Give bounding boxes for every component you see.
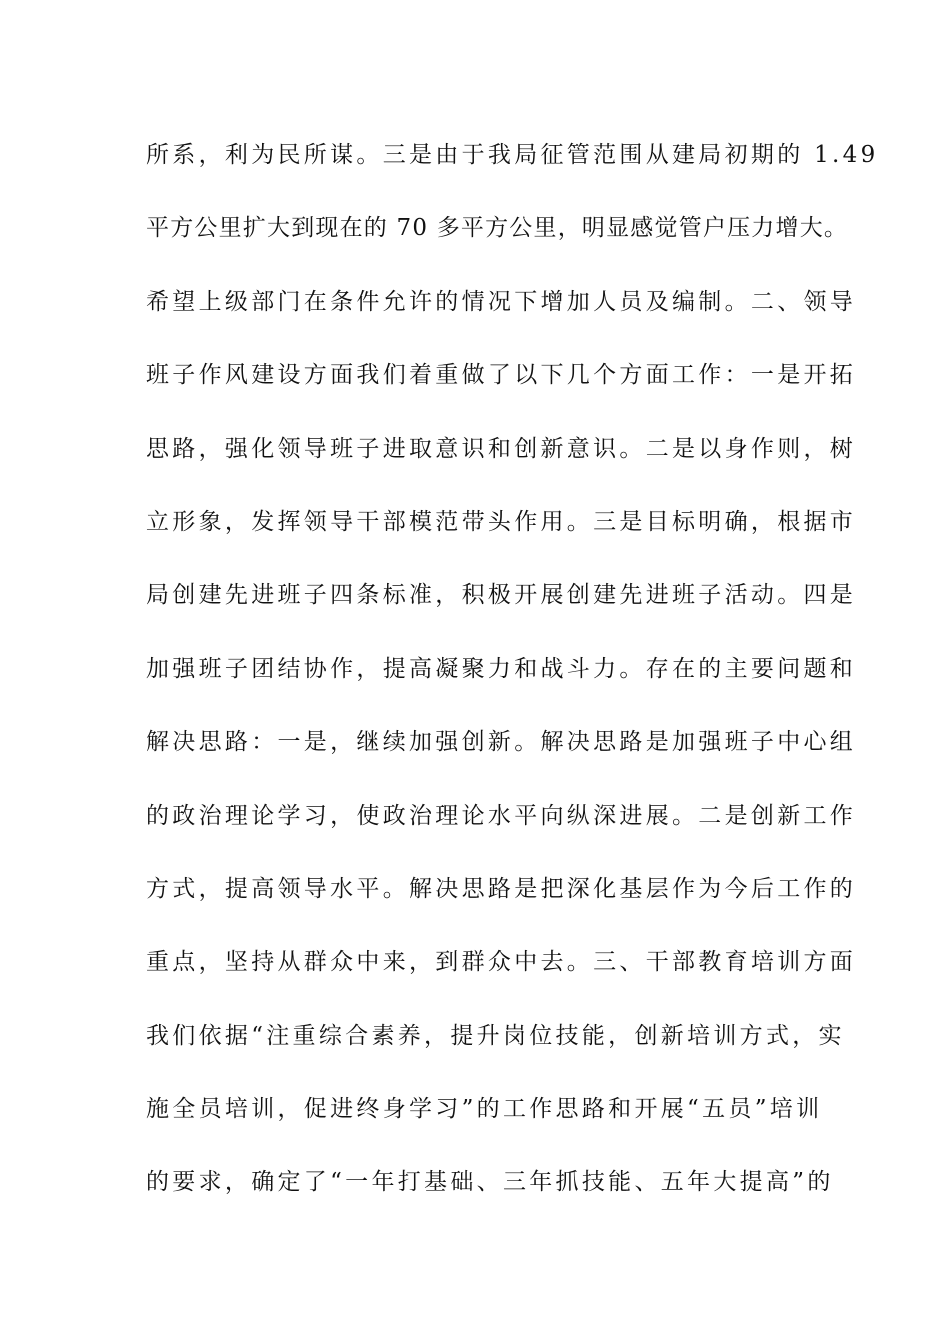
text-line: 施全员培训，促进终身学习”的工作思路和开展“五员”培训 xyxy=(146,1096,823,1123)
text-line: 我们依据“注重综合素养，提升岗位技能，创新培训方式，实 xyxy=(146,1022,845,1049)
text-line: 班子作风建设方面我们着重做了以下几个方面工作：一是开拓 xyxy=(146,362,857,389)
text-line: 加强班子团结协作，提高凝聚力和战斗力。存在的主要问题和 xyxy=(146,655,857,682)
text-line: 希望上级部门在条件允许的情况下增加人员及编制。二、领导 xyxy=(146,288,857,315)
text-line: 的政治理论学习，使政治理论水平向纵深进展。二是创新工作 xyxy=(146,802,857,829)
text-line: 平方公里扩大到现在的 70 多平方公里，明显感觉管户压力增大。 xyxy=(146,215,849,242)
text-line: 思路，强化领导班子进取意识和创新意识。二是以身作则，树 xyxy=(146,435,857,462)
text-line: 的要求，确定了“一年打基础、三年抓技能、五年大提高”的 xyxy=(146,1169,834,1196)
text-line: 方式，提高领导水平。解决思路是把深化基层作为今后工作的 xyxy=(146,875,857,902)
text-line: 立形象，发挥领导干部模范带头作用。三是目标明确，根据市 xyxy=(146,508,857,535)
text-line: 重点，坚持从群众中来，到群众中去。三、干部教育培训方面 xyxy=(146,949,857,976)
body-text xyxy=(146,131,879,1232)
text-line: 局创建先进班子四条标准，积极开展创建先进班子活动。四是 xyxy=(146,582,857,609)
text-line: 解决思路：一是，继续加强创新。解决思路是加强班子中心组 xyxy=(146,729,857,756)
text-line: 所系，利为民所谋。三是由于我局征管范围从建局初期的 1.49 xyxy=(146,142,879,168)
